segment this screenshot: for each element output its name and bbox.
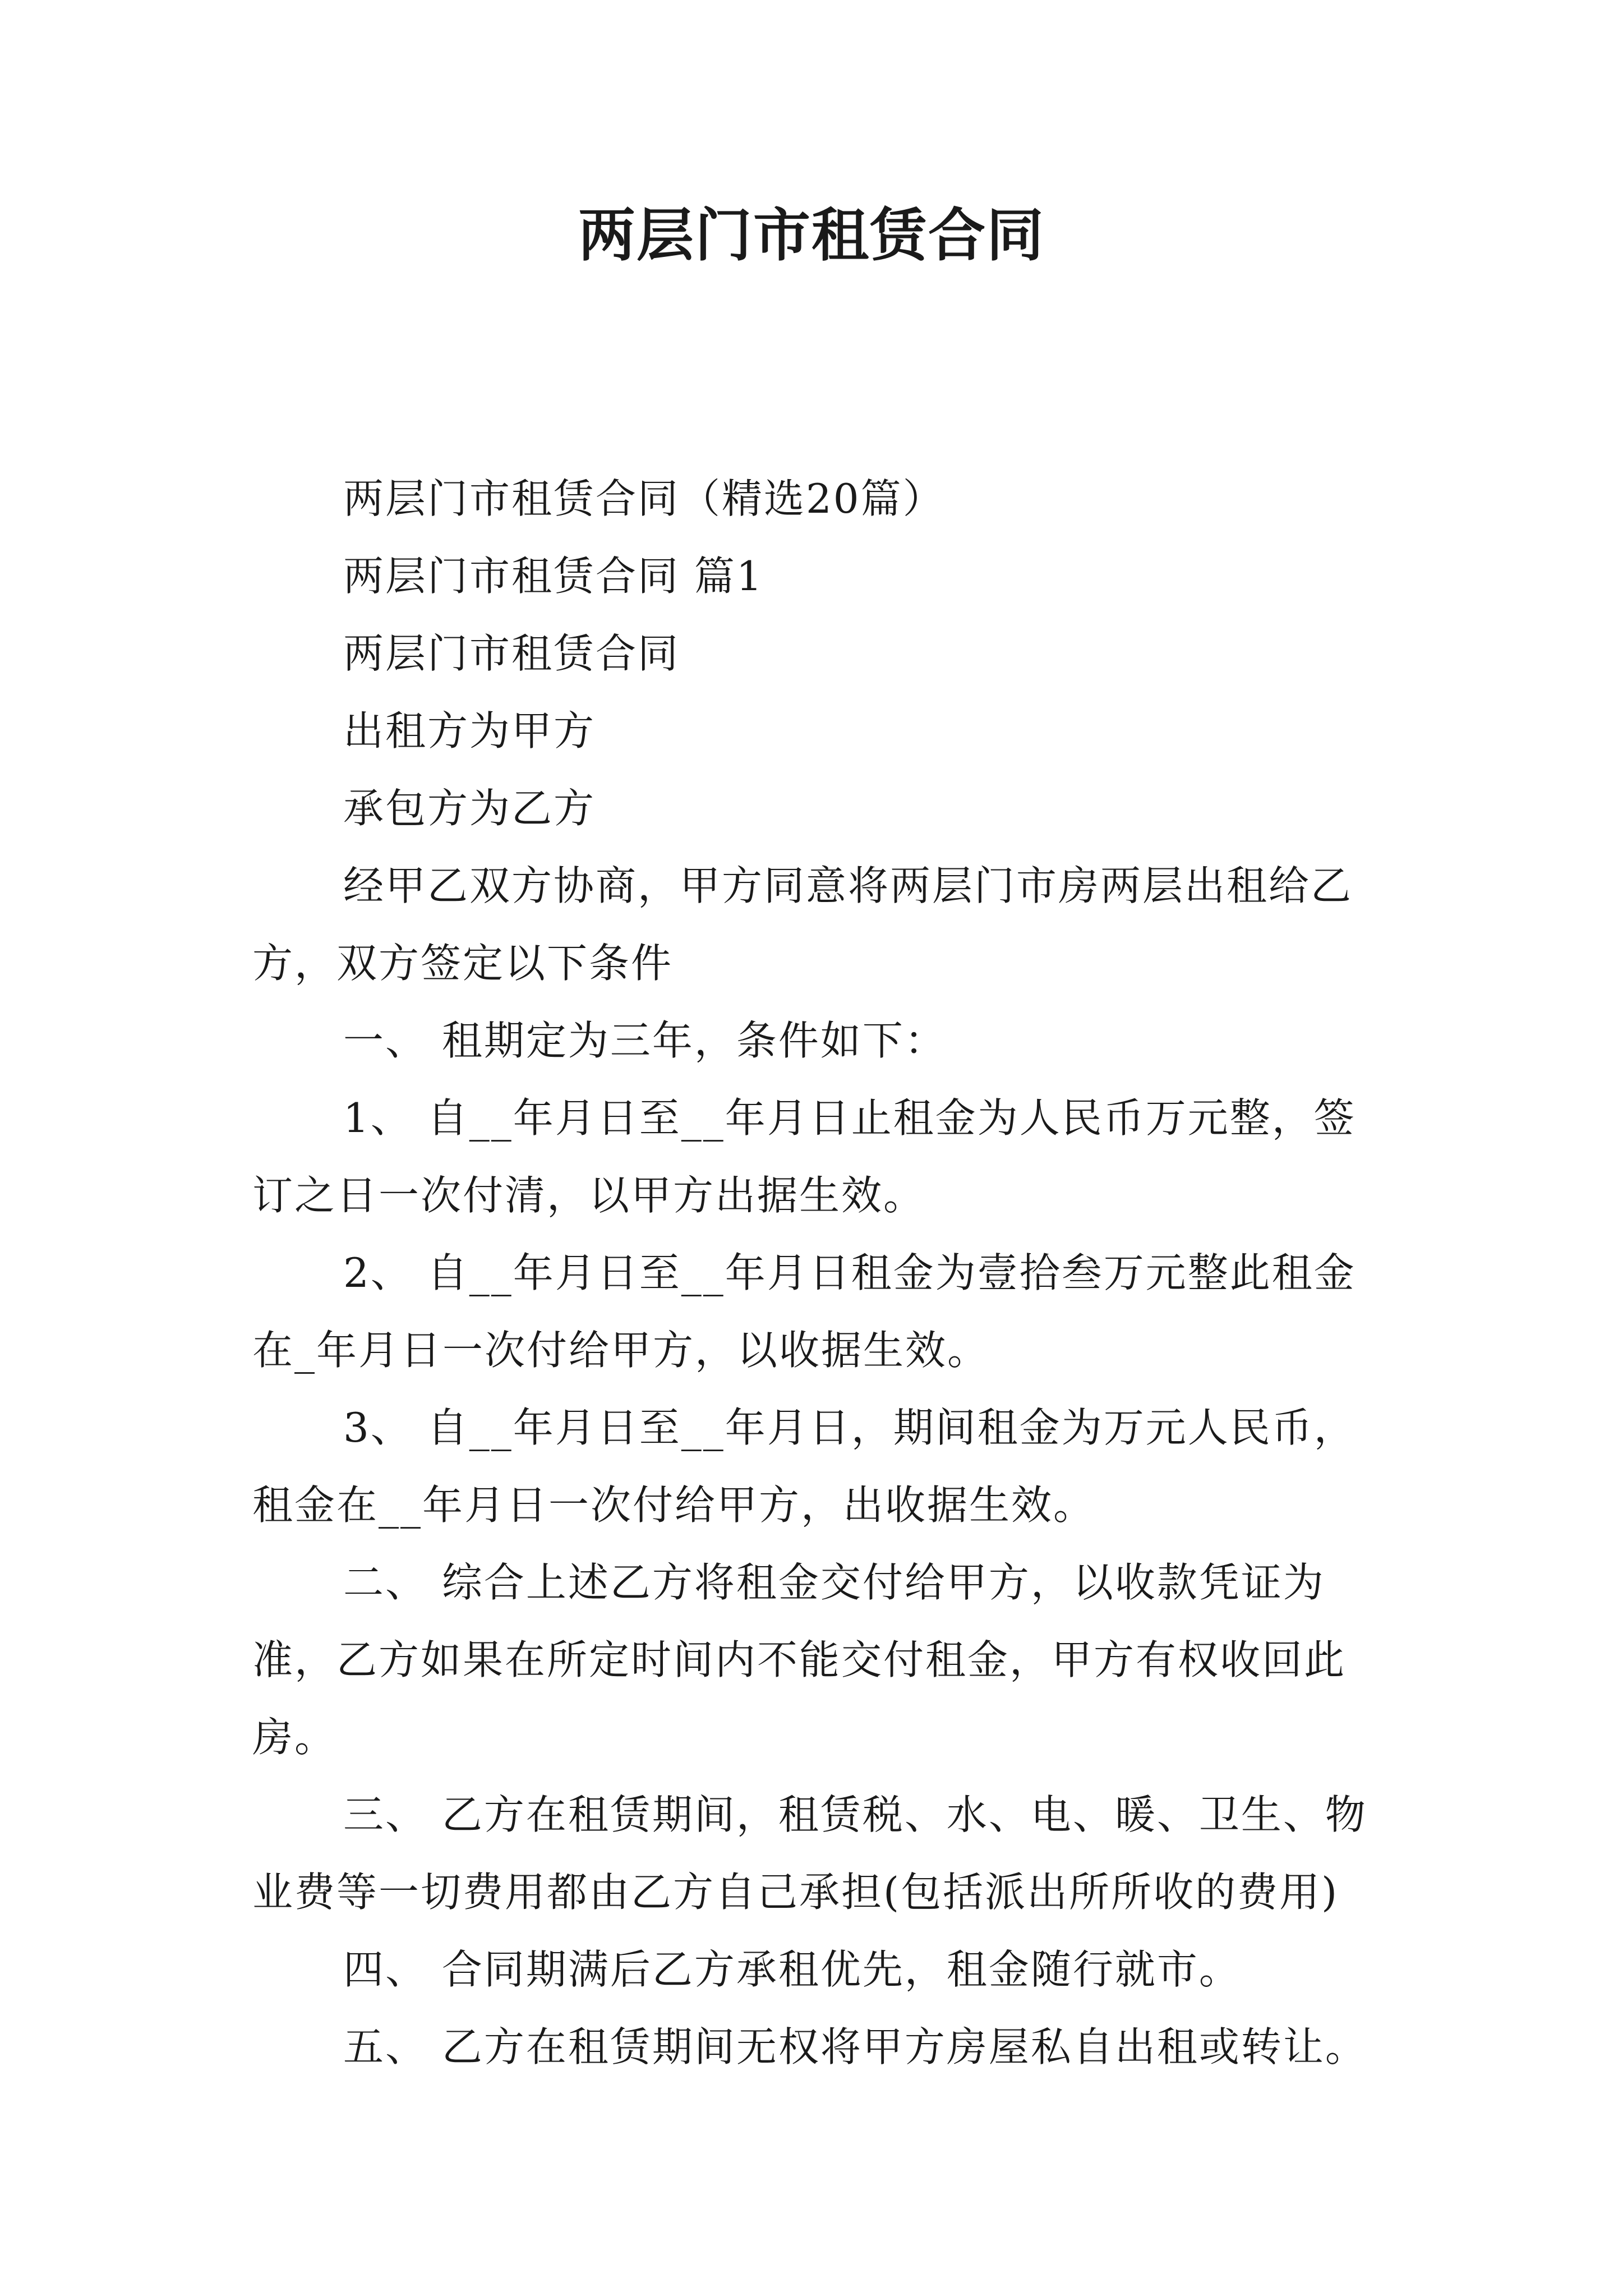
party-b-line: 承包方为乙方 [343,785,596,832]
clause-5: 五、 乙方在租赁期间无权将甲方房屋私自出租或转让。 [343,2023,1367,2070]
contract-title: 两层门市租赁合同 [343,630,680,677]
party-a-line: 出租方为甲方 [343,707,596,754]
intro-paragraph: 经甲乙双方协商，甲方同意将两层门市房两层出租给乙方，双方签定以下条件 [252,862,1353,987]
clause-2: 二、 综合上述乙方将租金交付给甲方，以收款凭证为准，乙方如果在所定时间内不能交付租金，甲方有权收回此房。 [252,1559,1347,1761]
clause-1-item-3: 3、 自__年月日至__年月日，期间租金为万元人民币，租金在__年月日一次付给甲方，出收据生效。 [252,1404,1356,1529]
clause-1-heading: 一、 租期定为三年，条件如下： [343,1017,947,1064]
document-title: 两层门市租赁合同 [578,202,1045,269]
clause-1-item-1: 1、 自__年月日至__年月日止租金为人民币万元整，签订之日一次付清，以甲方出据生效。 [252,1094,1356,1219]
section-heading: 两层门市租赁合同 篇1 [343,553,764,600]
clause-1-item-2: 2、 自__年月日至__年月日租金为壹拾叁万元整此租金在_年月日一次付给甲方，以收据生效。 [252,1249,1356,1374]
clause-4: 四、 合同期满后乙方承租优先，租金随行就市。 [343,1946,1241,1993]
subtitle-selection: 两层门市租赁合同（精选20篇） [343,475,945,522]
clause-3: 三、 乙方在租赁期间，租赁税、水、电、暖、卫生、物业费等一切费用都由乙方自己承担(包括派出所所收的费用) [252,1791,1367,1916]
